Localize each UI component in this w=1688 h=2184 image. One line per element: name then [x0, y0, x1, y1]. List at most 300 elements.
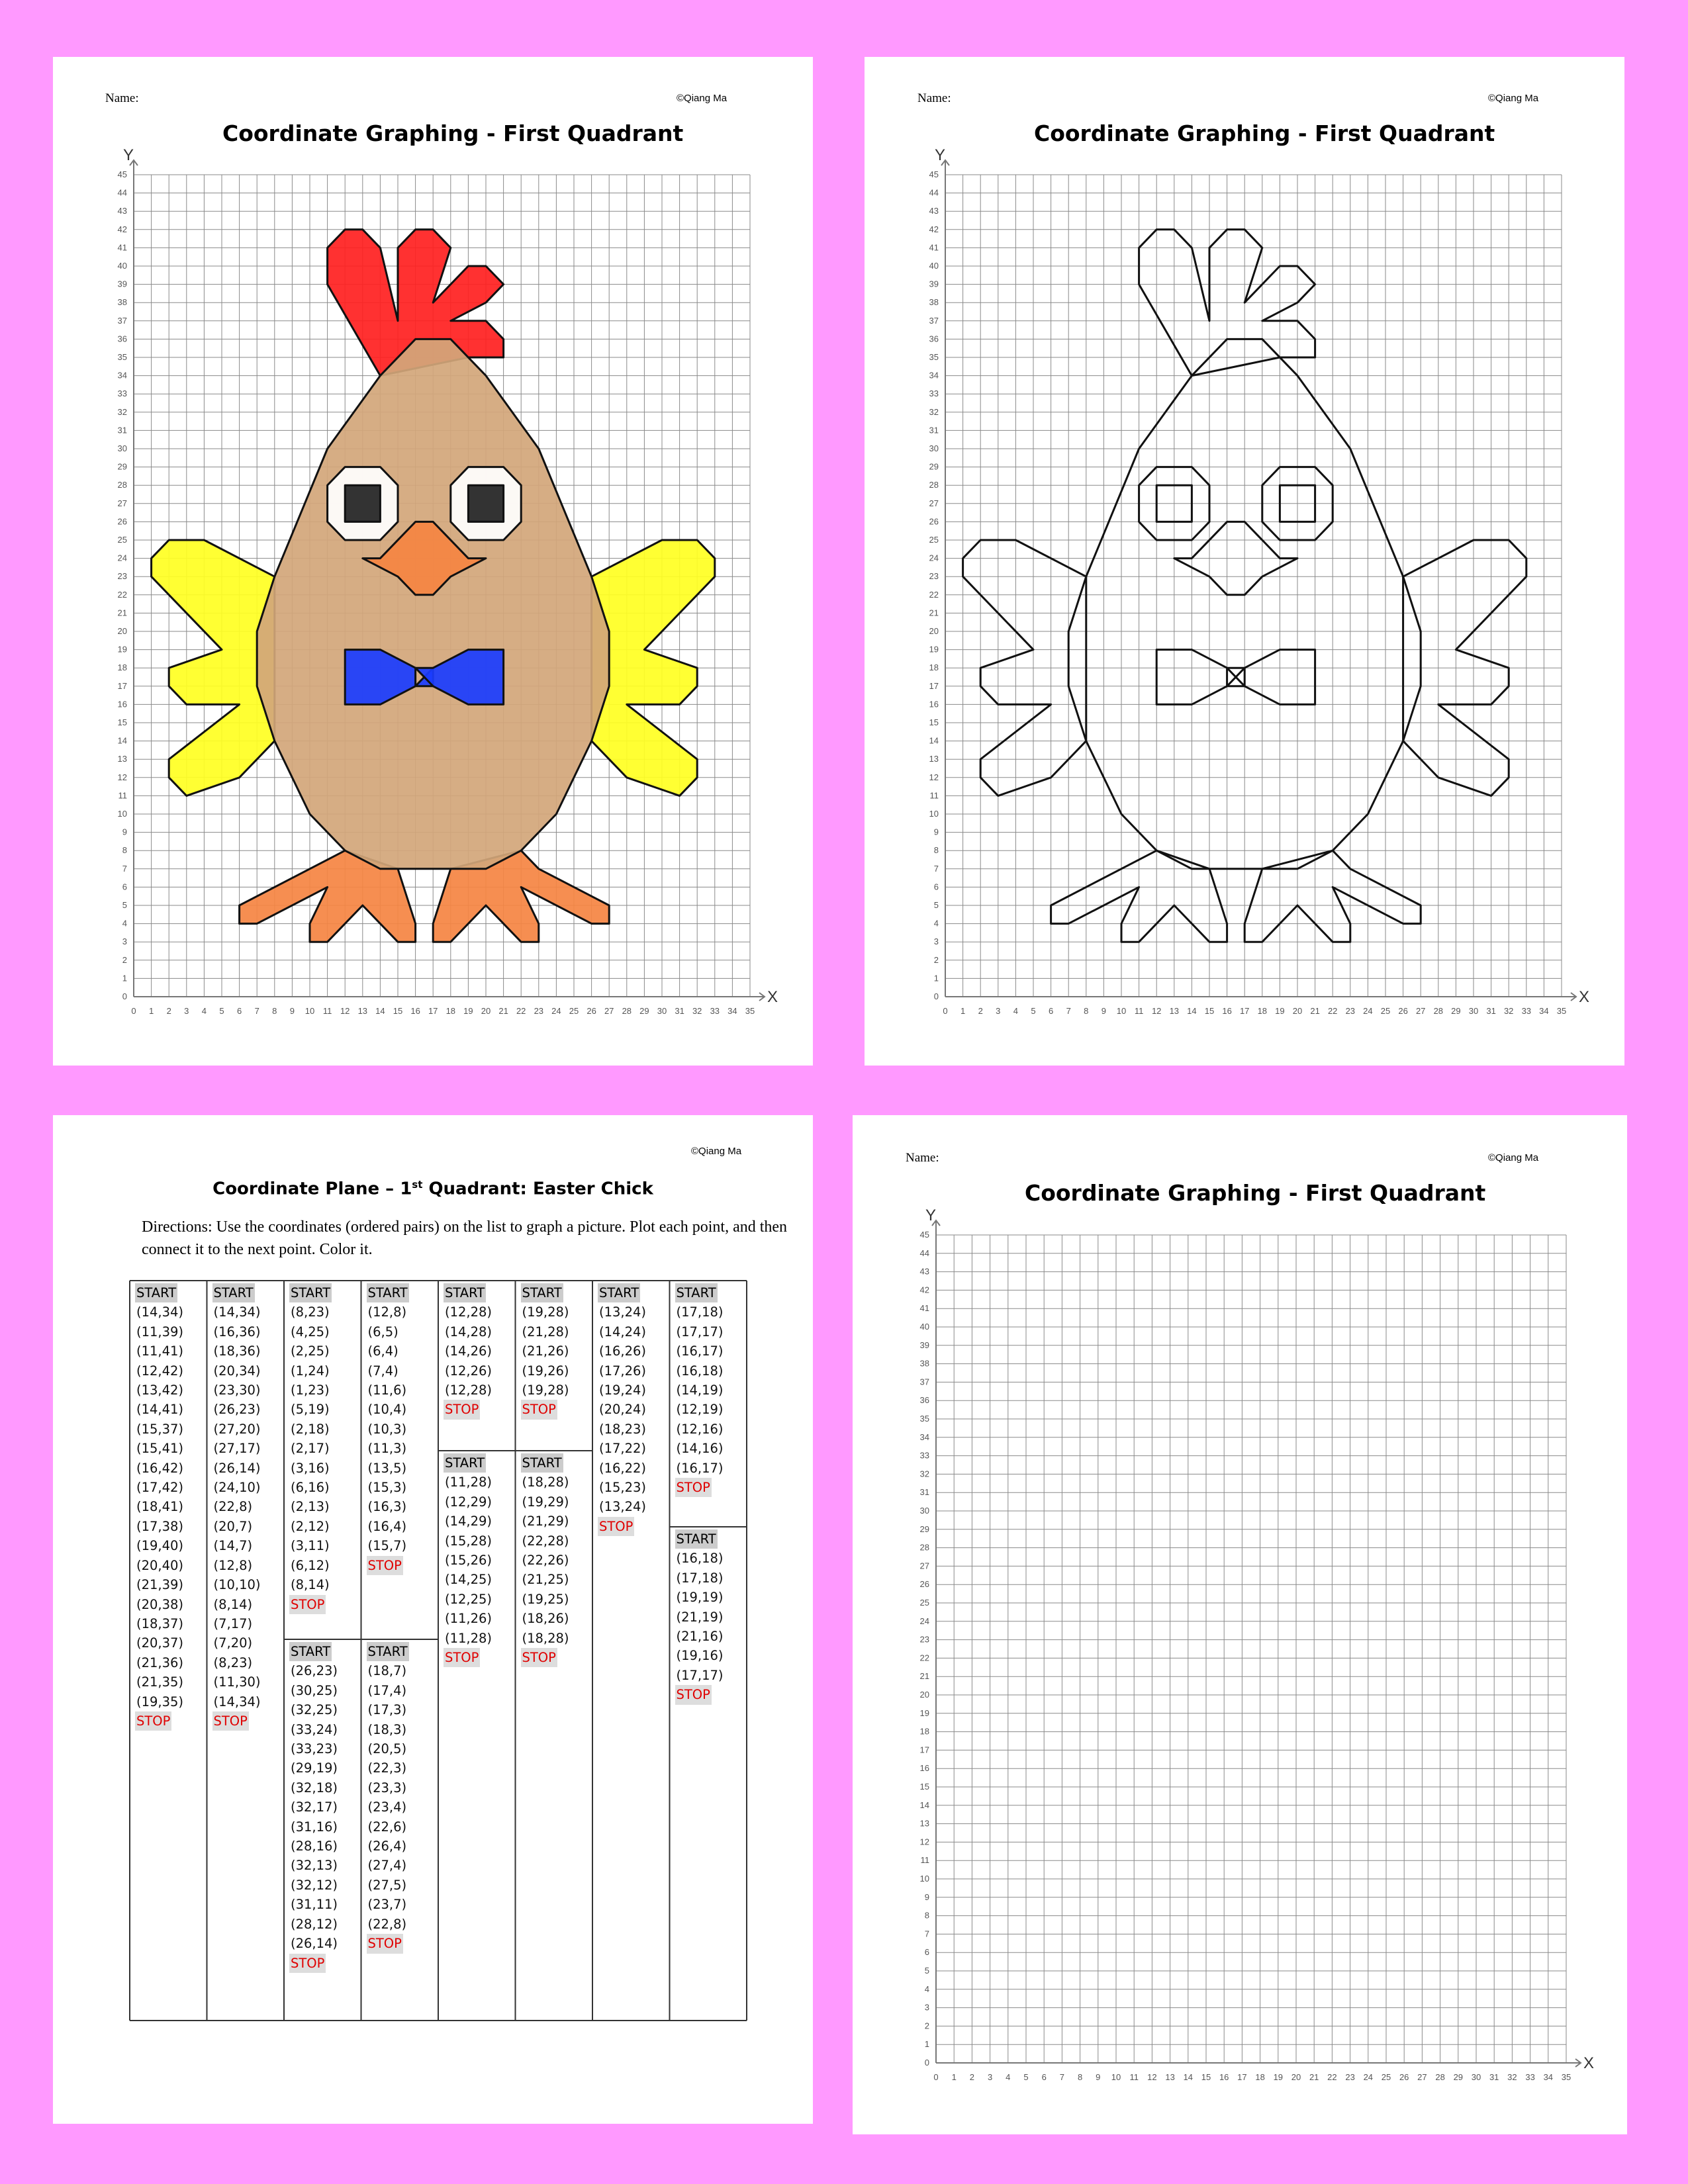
y-tick-label: 43: [117, 206, 127, 216]
start-label: START: [521, 1453, 563, 1473]
x-tick-label: 2: [978, 1006, 983, 1016]
x-tick-label: 32: [692, 1006, 702, 1016]
y-tick-label: 19: [919, 1707, 929, 1718]
y-tick-label: 36: [929, 334, 939, 344]
y-tick-label: 42: [919, 1285, 929, 1295]
x-tick-label: 25: [1381, 2072, 1391, 2082]
y-tick-label: 27: [929, 498, 939, 508]
coordinate-pair: (21,36): [136, 1655, 184, 1670]
coordinate-pair: (19,29): [522, 1494, 569, 1510]
copyright: ©Qiang Ma: [1488, 93, 1539, 104]
coordinate-pair: (17,3): [367, 1702, 407, 1718]
y-tick-label: 44: [117, 187, 127, 198]
y-tick-label: 0: [122, 991, 127, 1001]
x-tick-label: 23: [534, 1006, 544, 1016]
start-label: START: [212, 1283, 255, 1302]
copyright: ©Qiang Ma: [677, 93, 727, 104]
coordinate-pair: (21,16): [676, 1629, 724, 1645]
coordinate-pair: (12,8): [213, 1557, 253, 1573]
x-tick-label: 9: [289, 1006, 295, 1016]
x-tick-label: 11: [1134, 1006, 1144, 1016]
picture: [152, 230, 715, 942]
coordinate-pair: (18,26): [522, 1611, 569, 1627]
x-tick-label: 10: [1111, 2072, 1121, 2082]
y-tick-label: 38: [929, 297, 939, 308]
y-tick-label: 23: [919, 1634, 929, 1645]
coordinate-pair: (16,36): [213, 1324, 261, 1340]
y-tick-label: 24: [929, 553, 939, 563]
x-tick-label: 32: [1503, 1006, 1514, 1016]
coordinate-pair: (16,22): [599, 1460, 647, 1476]
coordinate-pair: (26,23): [213, 1402, 261, 1418]
coordinate-pair: (16,26): [599, 1343, 647, 1359]
y-tick-label: 32: [117, 406, 127, 417]
x-tick-label: 6: [1048, 1006, 1054, 1016]
y-tick-label: 42: [929, 224, 939, 234]
coordinate-pair: (15,3): [367, 1480, 407, 1496]
coordinate-pair: (19,26): [522, 1363, 569, 1379]
coordinate-pair: (12,16): [676, 1421, 724, 1437]
x-tick-label: 5: [219, 1006, 224, 1016]
x-tick-label: 31: [675, 1006, 684, 1016]
y-tick-label: 6: [924, 1947, 929, 1958]
coordinate-pair: (18,41): [136, 1499, 184, 1515]
coordinate-pair: (14,7): [213, 1538, 253, 1554]
y-tick-label: 30: [929, 443, 939, 453]
y-tick-label: 18: [117, 662, 127, 673]
coordinate-block-right-pupil: [516, 1283, 592, 1420]
x-tick-label: 3: [184, 1006, 189, 1016]
y-tick-label: 7: [933, 863, 939, 874]
y-tick-label: 33: [929, 388, 939, 399]
coordinate-pair: (7,17): [213, 1615, 253, 1631]
start-label: START: [289, 1283, 332, 1302]
x-tick-label: 35: [1556, 1006, 1567, 1016]
stop-label: STOP: [444, 1400, 480, 1419]
y-tick-label: 13: [919, 1818, 929, 1829]
stop-label: STOP: [367, 1934, 403, 1953]
coordinate-block-left-pupil: [438, 1283, 515, 1420]
y-tick-label: 18: [919, 1726, 929, 1737]
coordinate-pair: (1,24): [291, 1363, 330, 1379]
coordinate-pair: (17,17): [676, 1667, 724, 1683]
y-tick-label: 8: [933, 845, 939, 856]
x-tick-label: 12: [1147, 2072, 1157, 2082]
x-tick-label: 8: [1084, 1006, 1089, 1016]
y-tick-label: 26: [919, 1579, 929, 1590]
y-tick-label: 40: [929, 261, 939, 271]
x-axis-label: X: [1583, 2054, 1595, 2072]
start-label: START: [367, 1283, 409, 1302]
x-tick-label: 1: [148, 1006, 154, 1016]
start-label: START: [289, 1642, 332, 1661]
x-tick-label: 31: [1489, 2072, 1499, 2082]
x-tick-label: 15: [1201, 2072, 1211, 2082]
coordinate-pair: (19,25): [522, 1591, 569, 1607]
y-tick-label: 33: [919, 1450, 929, 1461]
x-tick-label: 16: [1219, 2072, 1229, 2082]
y-tick-label: 45: [929, 169, 939, 179]
x-tick-label: 34: [1539, 1006, 1549, 1016]
coordinate-pair: (30,25): [291, 1682, 338, 1698]
y-tick-label: 22: [117, 589, 127, 600]
coordinate-pair: (24,10): [213, 1480, 261, 1496]
coordinate-pair: (6,4): [367, 1343, 399, 1359]
coordinate-pair: (27,17): [213, 1441, 261, 1457]
coordinate-pair: (20,40): [136, 1557, 184, 1573]
coordinate-pair: (8,23): [213, 1655, 253, 1670]
x-tick-label: 8: [272, 1006, 277, 1016]
stop-label: STOP: [675, 1478, 712, 1497]
y-tick-label: 21: [929, 608, 939, 618]
stop-label: STOP: [289, 1954, 326, 1973]
coordinate-pair: (18,7): [367, 1663, 407, 1679]
coordinate-block-bow-right: [670, 1529, 747, 1705]
y-tick-label: 25: [919, 1598, 929, 1608]
coordinate-pair: (21,19): [676, 1609, 724, 1625]
x-tick-label: 13: [1165, 2072, 1175, 2082]
start-label: START: [444, 1283, 486, 1302]
x-tick-label: 4: [1013, 1006, 1019, 1016]
coordinate-pair: (2,25): [291, 1343, 330, 1359]
x-tick-label: 27: [604, 1006, 614, 1016]
x-tick-label: 25: [1380, 1006, 1391, 1016]
x-tick-label: 23: [1345, 1006, 1356, 1016]
y-tick-label: 41: [117, 242, 127, 253]
y-tick-label: 43: [919, 1266, 929, 1277]
coordinate-pair: (11,28): [445, 1630, 492, 1646]
x-tick-label: 10: [305, 1006, 315, 1016]
coordinate-pair: (17,22): [599, 1441, 647, 1457]
coordinate-pair: (6,5): [367, 1324, 399, 1340]
x-tick-label: 28: [1435, 2072, 1445, 2082]
x-tick-label: 25: [569, 1006, 579, 1016]
stop-label: STOP: [289, 1595, 326, 1614]
y-tick-label: 10: [929, 809, 939, 819]
coordinate-graph-colored: [53, 57, 813, 1066]
y-axis-label: Y: [935, 146, 946, 164]
y-tick-label: 41: [919, 1303, 929, 1314]
y-tick-label: 4: [924, 1983, 929, 1994]
y-tick-label: 11: [118, 790, 127, 801]
coordinate-pair: (20,7): [213, 1518, 253, 1534]
x-tick-label: 13: [1169, 1006, 1180, 1016]
shape-right-pupil: [468, 485, 503, 522]
coordinate-pair: (14,24): [599, 1324, 647, 1340]
start-label: START: [675, 1529, 718, 1549]
y-tick-label: 31: [929, 425, 939, 435]
y-tick-label: 17: [919, 1745, 929, 1755]
y-tick-label: 13: [117, 754, 127, 764]
coordinate-pair: (23,30): [213, 1383, 261, 1398]
shape-bow-right: [1227, 650, 1315, 705]
x-tick-label: 2: [969, 2072, 975, 2082]
coordinate-block-left-eye: [438, 1453, 515, 1667]
coordinate-pair: (20,38): [136, 1596, 184, 1612]
coordinate-pair: (32,18): [291, 1780, 338, 1796]
coordinate-pair: (7,4): [367, 1363, 399, 1379]
y-tick-label: 15: [117, 717, 127, 727]
worksheet-page-blank: [853, 1115, 1627, 2134]
y-tick-label: 4: [122, 918, 127, 929]
coordinate-pair: (14,29): [445, 1514, 492, 1529]
coordinate-pair: (26,4): [367, 1839, 407, 1854]
y-tick-label: 41: [929, 242, 939, 253]
coordinate-pair: (18,37): [136, 1615, 184, 1631]
coordinate-pair: (16,42): [136, 1460, 184, 1476]
coordinate-pair: (16,18): [676, 1551, 724, 1567]
y-tick-label: 2: [924, 2021, 929, 2031]
coordinate-pair: (12,42): [136, 1363, 184, 1379]
y-tick-label: 14: [919, 1799, 929, 1810]
coordinate-pair: (18,28): [522, 1475, 569, 1490]
coordinate-pair: (28,16): [291, 1839, 338, 1854]
coordinate-pair: (12,19): [676, 1402, 724, 1418]
y-tick-label: 20: [117, 626, 127, 636]
stop-label: STOP: [135, 1711, 171, 1731]
page-title: Coordinate Graphing - First Quadrant: [1025, 1180, 1486, 1206]
coordinate-pair: (14,19): [676, 1383, 724, 1398]
x-tick-label: 30: [657, 1006, 667, 1016]
x-tick-label: 24: [551, 1006, 561, 1016]
coordinate-pair: (17,42): [136, 1480, 184, 1496]
coordinate-pair: (15,37): [136, 1421, 184, 1437]
y-tick-label: 25: [929, 535, 939, 545]
coordinate-graph-outline: [865, 57, 1624, 1066]
x-tick-label: 18: [1255, 2072, 1265, 2082]
x-tick-label: 5: [1023, 2072, 1029, 2082]
coordinate-list-page: [53, 1115, 813, 2124]
coordinate-block-beak: [592, 1283, 669, 1536]
x-tick-label: 13: [357, 1006, 368, 1016]
coordinate-pair: (16,17): [676, 1343, 724, 1359]
x-tick-label: 6: [236, 1006, 242, 1016]
coordinate-pair: (8,14): [213, 1596, 253, 1612]
x-axis-label: X: [1579, 988, 1590, 1006]
coordinate-pair: (15,7): [367, 1538, 407, 1554]
x-tick-label: 7: [1059, 2072, 1065, 2082]
coordinate-graph-blank: [853, 1115, 1627, 2134]
coordinate-pair: (3,11): [291, 1538, 330, 1554]
coordinate-pair: (15,23): [599, 1480, 647, 1496]
coordinate-pair: (29,19): [291, 1760, 338, 1776]
x-tick-label: 19: [463, 1006, 473, 1016]
y-tick-label: 8: [122, 845, 127, 856]
y-tick-label: 1: [122, 973, 127, 983]
y-tick-label: 9: [933, 827, 939, 837]
y-tick-label: 21: [117, 608, 127, 618]
y-tick-label: 1: [924, 2039, 929, 2050]
x-tick-label: 20: [1292, 1006, 1303, 1016]
y-tick-label: 22: [919, 1653, 929, 1663]
x-tick-label: 2: [166, 1006, 171, 1016]
coordinate-pair: (16,3): [367, 1499, 407, 1515]
stop-label: STOP: [675, 1685, 712, 1704]
y-tick-label: 6: [122, 882, 127, 892]
coordinate-pair: (22,28): [522, 1533, 569, 1549]
x-tick-label: 30: [1471, 2072, 1481, 2082]
stop-label: STOP: [212, 1711, 249, 1731]
y-tick-label: 5: [933, 900, 939, 910]
stop-label: STOP: [521, 1648, 557, 1667]
y-tick-label: 40: [919, 1322, 929, 1332]
coordinate-pair: (22,26): [522, 1553, 569, 1569]
coordinate-pair: (27,5): [367, 1877, 407, 1893]
coordinate-pair: (2,17): [291, 1441, 330, 1457]
coordinate-pair: (4,25): [291, 1324, 330, 1340]
y-tick-label: 26: [117, 516, 127, 527]
coordinate-pair: (14,41): [136, 1402, 184, 1418]
y-tick-label: 4: [933, 918, 939, 929]
y-tick-label: 22: [929, 589, 939, 600]
x-tick-label: 24: [1363, 1006, 1373, 1016]
x-tick-label: 21: [498, 1006, 508, 1016]
coordinate-pair: (12,28): [445, 1383, 492, 1398]
x-tick-label: 22: [1327, 2072, 1337, 2082]
x-tick-label: 14: [375, 1006, 385, 1016]
y-tick-label: 34: [929, 370, 939, 381]
coordinate-pair: (26,14): [291, 1936, 338, 1952]
x-tick-label: 28: [1433, 1006, 1444, 1016]
coordinate-pair: (12,25): [445, 1591, 492, 1607]
coordinate-pair: (23,7): [367, 1897, 407, 1913]
coordinate-pair: (13,24): [599, 1304, 647, 1320]
x-tick-label: 14: [1187, 1006, 1197, 1016]
coordinate-pair: (13,5): [367, 1460, 407, 1476]
y-tick-label: 6: [933, 882, 939, 892]
x-tick-label: 20: [481, 1006, 491, 1016]
x-tick-label: 33: [1525, 2072, 1535, 2082]
x-tick-label: 26: [1398, 1006, 1408, 1016]
y-tick-label: 24: [117, 553, 127, 563]
coordinate-pair: (12,29): [445, 1494, 492, 1510]
y-tick-label: 15: [929, 717, 939, 727]
x-tick-label: 24: [1363, 2072, 1374, 2082]
start-label: START: [444, 1453, 486, 1473]
x-tick-label: 29: [1453, 2072, 1464, 2082]
coordinate-pair: (14,16): [676, 1441, 724, 1457]
x-tick-label: 21: [1309, 2072, 1319, 2082]
coordinate-pair: (15,28): [445, 1533, 492, 1549]
start-label: START: [367, 1642, 409, 1661]
coordinate-pair: (11,6): [367, 1383, 407, 1398]
y-tick-label: 27: [117, 498, 127, 508]
coordinate-pair: (14,26): [445, 1343, 492, 1359]
y-tick-label: 36: [919, 1395, 929, 1406]
coordinate-pair: (21,26): [522, 1343, 569, 1359]
y-tick-label: 16: [117, 699, 127, 709]
start-label: START: [675, 1283, 718, 1302]
coordinate-pair: (19,28): [522, 1304, 569, 1320]
x-tick-label: 1: [951, 2072, 957, 2082]
y-tick-label: 3: [924, 2002, 929, 2013]
coordinate-pair: (19,16): [676, 1648, 724, 1664]
y-tick-label: 3: [122, 936, 127, 947]
y-tick-label: 3: [933, 936, 939, 947]
coordinate-pair: (22,6): [367, 1819, 407, 1835]
y-tick-label: 11: [929, 790, 939, 801]
stop-label: STOP: [444, 1648, 480, 1667]
y-tick-label: 17: [117, 680, 127, 691]
x-tick-label: 0: [131, 1006, 136, 1016]
x-tick-label: 15: [1204, 1006, 1215, 1016]
coordinate-pair: (32,13): [291, 1858, 338, 1874]
coordinate-pair: (21,25): [522, 1572, 569, 1588]
y-tick-label: 37: [929, 315, 939, 326]
coordinate-pair: (2,13): [291, 1499, 330, 1515]
coordinate-pair: (22,8): [367, 1916, 407, 1932]
x-tick-label: 14: [1183, 2072, 1194, 2082]
y-tick-label: 44: [919, 1248, 929, 1258]
y-tick-label: 9: [924, 1891, 929, 1902]
x-tick-label: 1: [960, 1006, 966, 1016]
coordinate-pair: (22,8): [213, 1499, 253, 1515]
coordinate-pair: (21,39): [136, 1577, 184, 1593]
y-tick-label: 11: [920, 1855, 929, 1866]
coordinate-pair: (17,4): [367, 1682, 407, 1698]
y-tick-label: 16: [929, 699, 939, 709]
page-title: Coordinate Graphing - First Quadrant: [222, 120, 684, 146]
coordinate-pair: (11,39): [136, 1324, 184, 1340]
coordinate-pair: (19,28): [522, 1383, 569, 1398]
coordinate-pair: (19,19): [676, 1590, 724, 1606]
coordinate-pair: (17,18): [676, 1570, 724, 1586]
x-tick-label: 7: [1066, 1006, 1071, 1016]
coordinate-block-left-wing: [284, 1283, 361, 1614]
x-tick-label: 33: [710, 1006, 720, 1016]
y-tick-label: 35: [117, 352, 127, 362]
coordinate-pair: (22,3): [367, 1760, 407, 1776]
coordinate-pair: (23,3): [367, 1780, 407, 1796]
x-tick-label: 17: [428, 1006, 438, 1016]
y-tick-label: 2: [122, 954, 127, 965]
x-tick-label: 26: [1399, 2072, 1409, 2082]
x-tick-label: 7: [254, 1006, 259, 1016]
x-tick-label: 0: [943, 1006, 948, 1016]
x-tick-label: 3: [987, 2072, 993, 2082]
coordinate-pair: (17,18): [676, 1304, 724, 1320]
x-tick-label: 12: [340, 1006, 350, 1016]
x-tick-label: 27: [1415, 1006, 1426, 1016]
x-tick-label: 4: [1006, 2072, 1011, 2082]
coordinate-pair: (19,40): [136, 1538, 184, 1554]
x-tick-label: 35: [1561, 2072, 1571, 2082]
x-tick-label: 17: [1237, 2072, 1247, 2082]
coordinate-pair: (12,28): [445, 1304, 492, 1320]
page-title: Coordinate Graphing - First Quadrant: [1034, 120, 1495, 146]
y-tick-label: 17: [929, 680, 939, 691]
coordinate-pair: (5,19): [291, 1402, 330, 1418]
coordinate-block-left-foot: [361, 1283, 438, 1575]
y-tick-label: 5: [924, 1966, 929, 1976]
y-tick-label: 29: [929, 461, 939, 472]
coordinate-pair: (15,26): [445, 1553, 492, 1569]
worksheet-page-outline: [865, 57, 1624, 1066]
x-axis-label: X: [767, 988, 778, 1006]
copyright: ©Qiang Ma: [1488, 1152, 1539, 1163]
coordinate-pair: (21,35): [136, 1674, 184, 1690]
axes: [932, 1220, 1581, 2067]
y-tick-label: 35: [919, 1414, 929, 1424]
stop-label: STOP: [367, 1556, 403, 1575]
coordinate-pair: (20,5): [367, 1741, 407, 1757]
coordinate-pair: (26,14): [213, 1460, 261, 1476]
y-tick-label: 19: [929, 644, 939, 655]
y-tick-label: 44: [929, 187, 939, 198]
y-tick-label: 32: [919, 1469, 929, 1479]
coordinate-pair: (23,4): [367, 1799, 407, 1815]
coordinate-pair: (33,24): [291, 1721, 338, 1737]
